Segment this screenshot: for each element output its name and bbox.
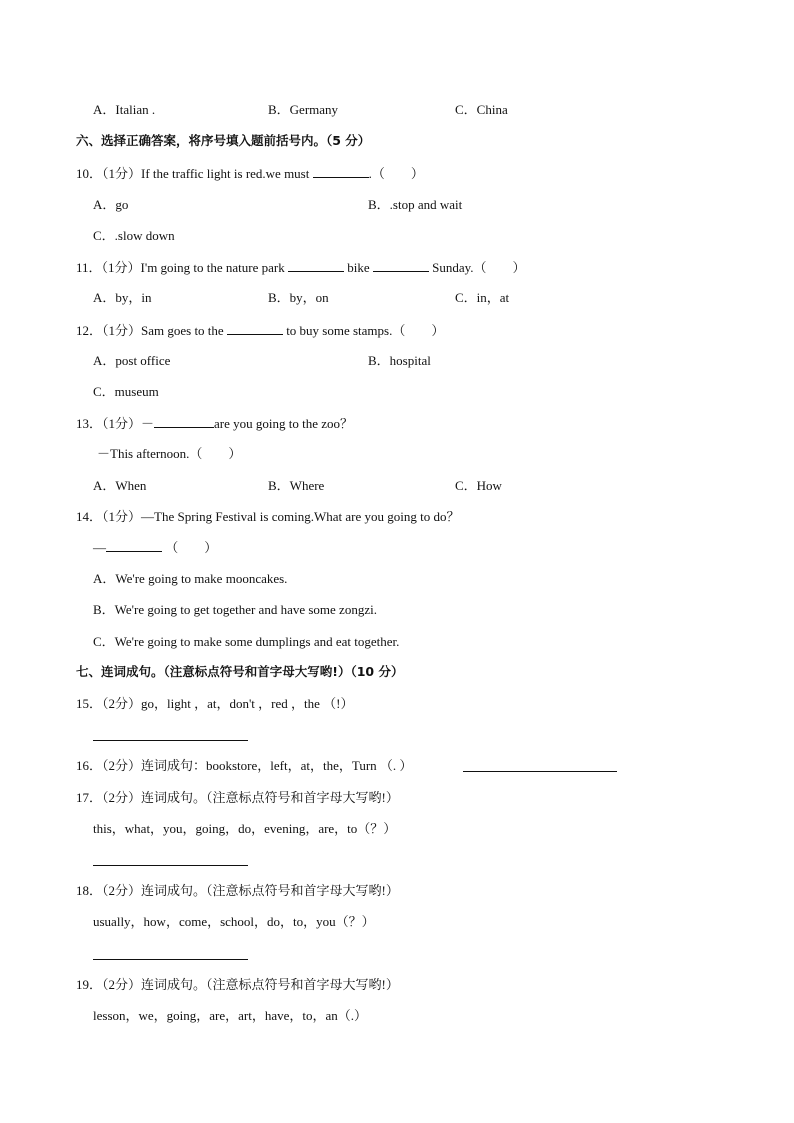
q11-blank-1 <box>288 259 344 272</box>
question-12-stem <box>76 322 444 339</box>
q12-stem-post: to buy some stamps.（ ） <box>286 323 445 338</box>
q14-dash: — <box>93 540 106 555</box>
q12-blank <box>227 322 283 335</box>
q13-option-b: B．Where <box>268 478 325 493</box>
q13-stem-pre: 13．（1分）－ <box>76 416 155 431</box>
q13-answer-line: －This afternoon.（ ） <box>97 446 242 461</box>
q9-option-a: A．Italian . <box>93 102 156 117</box>
question-18-stem: 18．（2分）连词成句。（注意标点符号和首字母大写哟!） <box>76 883 399 898</box>
q10-option-c: C．.slow down <box>93 228 175 243</box>
section-6-heading: 六、选择正确答案，将序号填入题前括号内。（5 分） <box>76 133 371 148</box>
q12-option-a: A．post office <box>93 353 171 368</box>
q10-option-b: B．.stop and wait <box>368 197 463 212</box>
q10-blank <box>313 165 369 178</box>
q12-stem-pre: 12．（1分）Sam goes to the <box>76 323 224 338</box>
q14-option-a: A．We're going to make mooncakes. <box>93 571 288 586</box>
q11-option-a: A．by，in <box>93 290 152 305</box>
q14-paren: （ ） <box>165 540 218 555</box>
question-19-stem: 19．（2分）连词成句。（注意标点符号和首字母大写哟!） <box>76 977 399 992</box>
section-7-heading: 七、连词成句。（注意标点符号和首字母大写哟!）（10 分） <box>76 664 404 679</box>
q13-blank <box>154 415 214 428</box>
q19-words: lesson，we，going，are，art，have，to，an（.） <box>93 1008 368 1023</box>
q11-stem-mid: bike <box>347 260 370 275</box>
question-14-stem: 14．（1分）—The Spring Festival is coming.What are you going to do？ <box>76 509 460 524</box>
q15-answer-line <box>93 740 248 741</box>
q14-option-c: C．We're going to make some dumplings and eat together. <box>93 634 400 649</box>
q9-option-b: B．Germany <box>268 102 339 117</box>
q18-answer-line <box>93 959 248 960</box>
q16-answer-line <box>463 771 617 772</box>
q12-option-c: C．museum <box>93 384 159 399</box>
q13-option-a: A．When <box>93 478 147 493</box>
q11-option-b: B．by，on <box>268 290 329 305</box>
question-10-stem <box>76 165 424 182</box>
q9-option-c: C．China <box>455 102 508 117</box>
q13-stem-post: are you going to the zoo？ <box>214 416 354 431</box>
question-15-stem: 15．（2分）go，light ，at，don't ，red ，the （!） <box>76 696 354 711</box>
question-11-stem <box>76 259 526 276</box>
q13-option-c: C．How <box>455 478 502 493</box>
q14-response-line <box>93 539 217 556</box>
question-16-stem: 16．（2分）连词成句：bookstore，left，at，the，Turn （. ） <box>76 758 413 773</box>
q10-stem-pre: 10．（1分）If the traffic light is red.we must <box>76 166 310 181</box>
q12-option-b: B．hospital <box>368 353 431 368</box>
question-17-stem: 17．（2分）连词成句。（注意标点符号和首字母大写哟!） <box>76 790 399 805</box>
q11-blank-2 <box>373 259 429 272</box>
q14-option-b: B．We're going to get together and have some zongzi. <box>93 602 377 617</box>
q11-stem-pre: 11．（1分）I'm going to the nature park <box>76 260 285 275</box>
q14-blank <box>106 539 162 552</box>
q10-option-a: A．go <box>93 197 129 212</box>
q11-option-c: C．in，at <box>455 290 510 305</box>
q11-stem-post: Sunday.（ ） <box>432 260 526 275</box>
q17-words: this，what，you，going，do，evening，are，to（？） <box>93 821 397 836</box>
q18-words: usually，how，come，school，do，to，you（？） <box>93 914 375 929</box>
question-13-stem <box>76 415 353 432</box>
q17-answer-line <box>93 865 248 866</box>
q10-stem-post: .（ ） <box>368 166 424 181</box>
